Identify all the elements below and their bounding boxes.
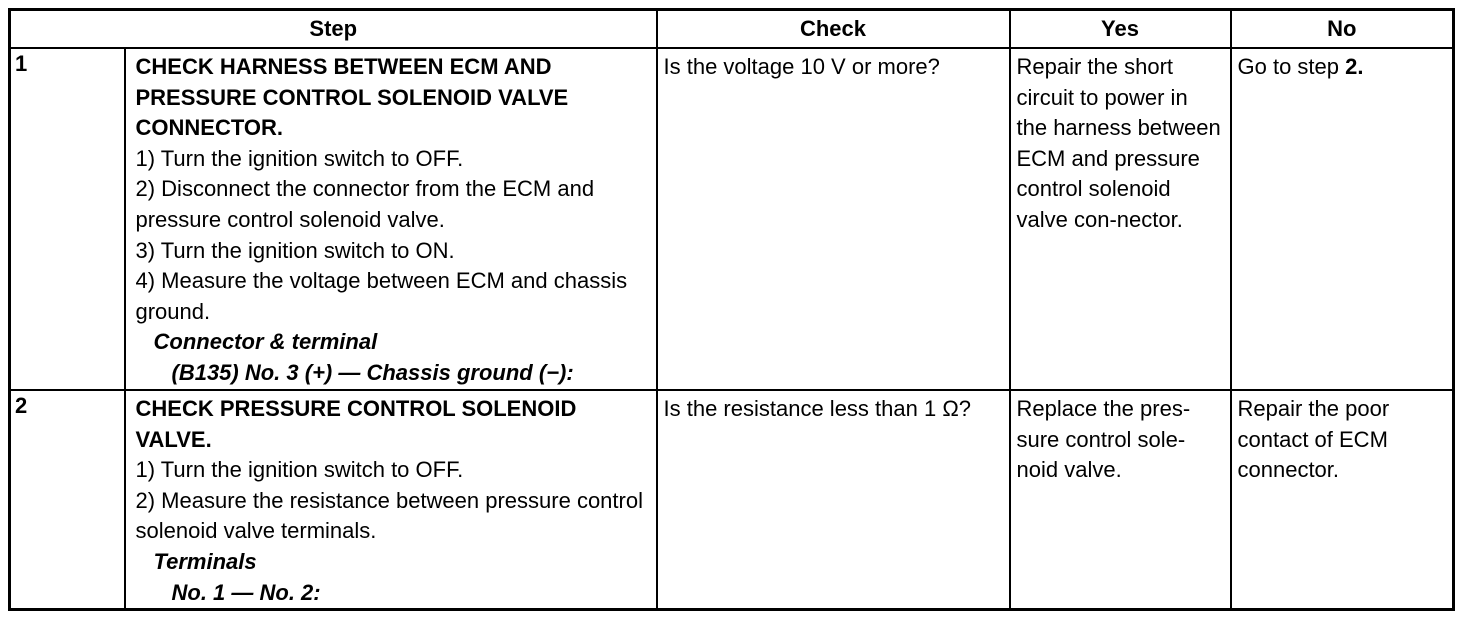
diagnostic-table [8,8,1455,611]
table-row [10,390,1454,610]
step-title: CHECK HARNESS BETWEEN ECM AND PRESSURE CONTROL SOLENOID VALVE CONNECTOR. [135,54,569,141]
header-step: Step [10,10,657,49]
spec-label: Connector & terminal [153,329,378,355]
instruction: 1) Turn the ignition switch to OFF. [135,457,464,483]
table-row [10,48,1454,390]
instruction: 1) Turn the ignition switch to OFF. [135,145,464,171]
spec-label: Terminals [153,548,257,574]
yes-cell: Replace the pres-sure control sole-noid valve. [1010,390,1231,610]
instruction: 2) Disconnect the connector from the ECM and pressure control solenoid valve. [135,176,595,232]
no-cell [1231,48,1454,390]
spec-value: (B135) No. 3 (+) — Chassis ground (−): [171,359,574,385]
check-cell: Is the voltage 10 V or more? [657,48,1010,390]
step-number: 1 [10,48,125,390]
yes-cell: Repair the short circuit to power in the harness between ECM and pressure control solenoid valve con-nector. [1010,48,1231,390]
no-cell: Repair the poor contact of ECM connector. [1231,390,1454,610]
step-reference: 2. [1345,54,1364,79]
header-yes: Yes [1010,10,1231,49]
step-title: CHECK PRESSURE CONTROL SOLENOID VALVE. [135,396,577,452]
instruction: 2) Measure the resistance between pressure control solenoid valve terminals. [135,487,643,544]
header-row [10,10,1454,49]
spec-value: No. 1 — No. 2: [171,579,321,605]
step-description [125,390,657,610]
header-check: Check [657,10,1010,49]
instruction: 4) Measure the voltage between ECM and chassis ground. [135,268,628,324]
step-description [125,48,657,390]
check-cell: Is the resistance less than 1 Ω? [657,390,1010,610]
no-text: Go to step [1237,54,1346,79]
header-no: No [1231,10,1454,49]
instruction: 3) Turn the ignition switch to ON. [135,237,455,263]
step-number: 2 [10,390,125,610]
